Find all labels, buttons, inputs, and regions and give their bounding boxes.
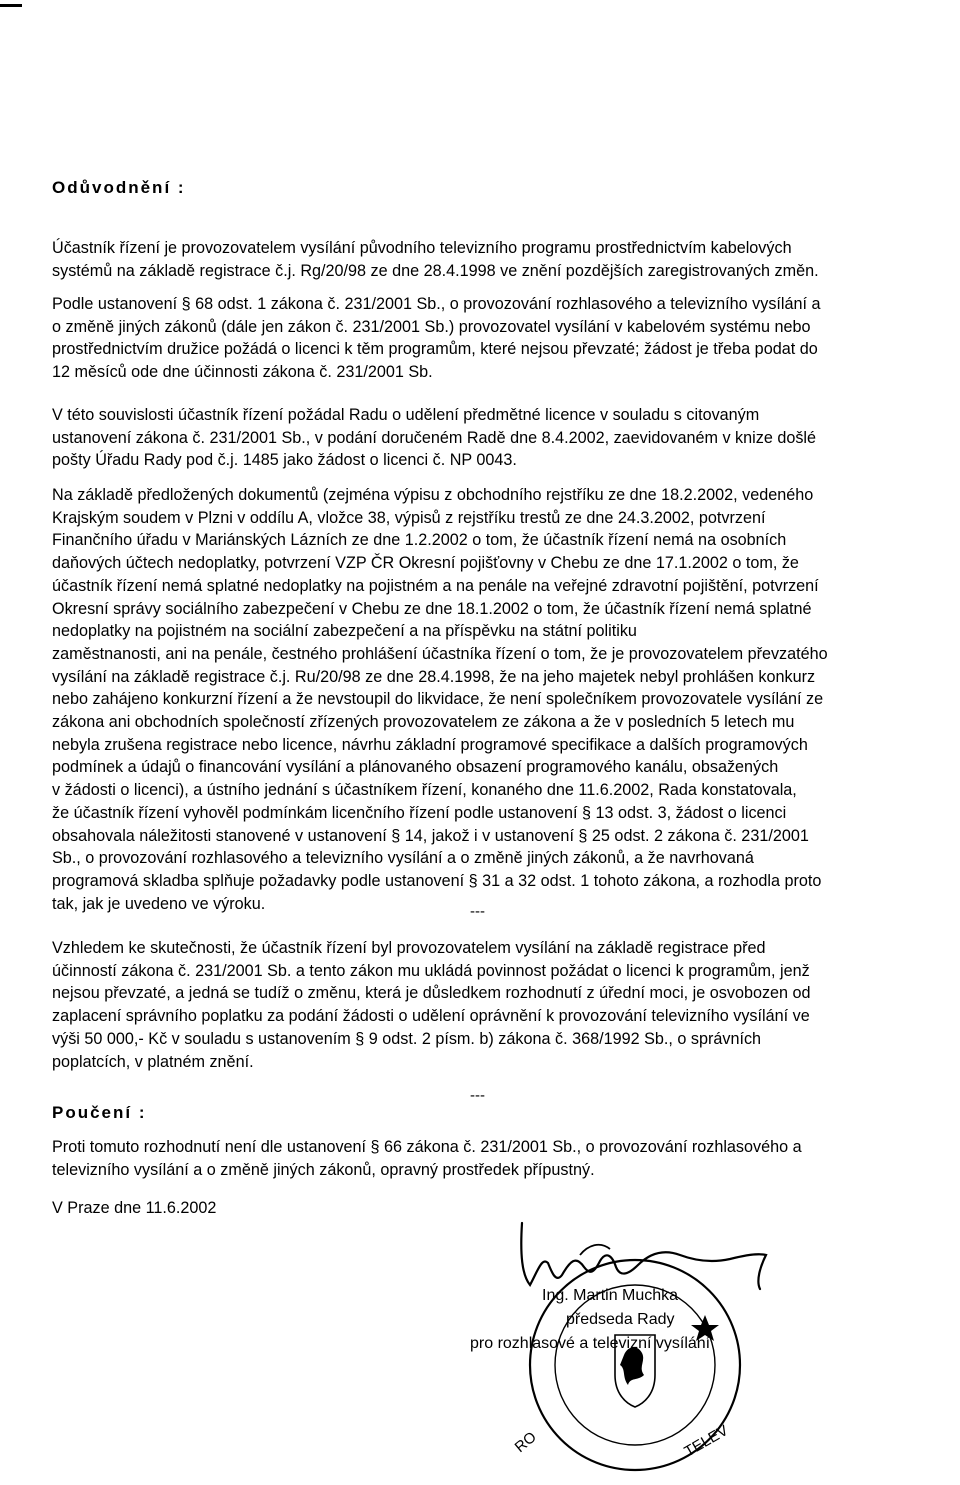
signatory-institution: pro rozhlasové a televizní vysílání — [470, 1335, 711, 1352]
text-line: Proti tomuto rozhodnutí není dle ustanovení § 66 zákona č. 231/2001 Sb., o provozování rozhlasového a — [52, 1138, 802, 1156]
paragraph-documents — [52, 484, 918, 915]
text-line: ustanovení zákona č. 231/2001 Sb., v podání doručeném Radě dne 8.4.2002, zaevidovaném v knize došlé — [52, 428, 817, 447]
text-line: v žádosti o licenci), a ústního jednání s účastníkem řízení, konaného dne 11.6.2002, Rada konstatovala, — [52, 781, 797, 800]
date-line: V Praze dne 11.6.2002 — [52, 1199, 217, 1217]
text-line: programová skladba splňuje požadavky podle ustanovení § 31 a 32 odst. 1 tohoto zákona, a rozhodla proto — [52, 871, 822, 890]
text-line: Sb., o provozování rozhlasového a televizního vysílání a o změně jiných zákonů, a že navrhovaná — [52, 849, 754, 868]
signatory-name: Ing. Martin Muchka — [542, 1287, 679, 1304]
text-line: že účastník řízení vyhověl podmínkám licenčního řízení podle ustanovení § 13 odst. 3, žádost o licenci — [52, 803, 787, 822]
text-line: zaměstnanosti, ani na penále, čestného prohlášení účastníka řízení o tom, že je provozovatelem převzatého — [52, 644, 828, 663]
svg-text:RO: RO — [511, 1428, 540, 1457]
text-line: nedoplatky na pojistném na sociální zabezpečení a na příspěvku na státní politiku — [52, 622, 637, 641]
text-line: Podle ustanovení § 68 odst. 1 zákona č. 231/2001 Sb., o provozování rozhlasového a televizního vysílání a — [52, 295, 821, 313]
text-line: podmínek a údajů o financování vysílání a plánovaného obsazení programového kanálu, obsažených — [52, 758, 779, 777]
text-line: Finančního úřadu v Mariánských Lázních ze dne 1.2.2002 o tom, že účastník řízení nemá na osobních — [52, 531, 787, 550]
heading-justification: Odůvodnění : — [52, 178, 186, 197]
text-line: tak, jak je uvedeno ve výroku. — [52, 894, 266, 913]
text-line: V této souvislosti účastník řízení požádal Radu o udělení předmětné licence v souladu s citovaným — [52, 406, 760, 424]
text-line: nejsou převzaté, a jedná se tudíž o změnu, která je důsledkem rozhodnutí z úřední moci, je osvobozen od — [52, 984, 811, 1003]
text-line: zaplacení správního poplatku za podání žádosti o udělení oprávnění k provozování televizního vysílání ve — [52, 1007, 810, 1026]
text-line: nebyla zrušena registrace nebo licence, návrhu základní programové specifikace a dalších programových — [52, 735, 808, 754]
paragraph-application — [52, 404, 918, 472]
text-line: účinností zákona č. 231/2001 Sb. a tento zákon mu ukládá povinnost požádat o licenci k programům, jenž — [52, 961, 810, 980]
handwritten-signature — [521, 1223, 766, 1289]
text-line: účastník řízení nemá splatné nedoplatky na pojistném a na penále na veřejné zdravotní pojištění, potvrzení — [52, 576, 819, 595]
text-line: o změně jiných zákonů (dále jen zákon č. 231/2001 Sb.) provozovatel vysílání v kabelovém systému nebo — [52, 317, 811, 336]
text-line: výši 50 000,- Kč v souladu s ustanovením § 9 odst. 2 písm. b) zákona č. 368/1992 Sb., o správních — [52, 1029, 762, 1048]
text-line: systémů na základě registrace č.j. Rg/20/98 ze dne 28.4.1998 ve znění pozdějších zaregistrovaných změn. — [52, 261, 819, 280]
text-line: obsahovala náležitosti stanovené v ustanovení § 14, jakož i v ustanovení § 25 odst. 2 zákona č. 231/2001 — [52, 826, 809, 845]
svg-text:TELEV: TELEV — [681, 1421, 732, 1461]
text-line: poplatcích, v platném znění. — [52, 1052, 254, 1071]
paragraph-participant — [52, 237, 918, 282]
paragraph-appeal — [52, 1136, 918, 1181]
signature-block — [460, 1215, 790, 1480]
text-line: Účastník řízení je provozovatelem vysílání původního televizního programu prostřednictvím kabelových — [52, 239, 792, 257]
page-corner-mark — [0, 4, 22, 7]
text-line: prostřednictvím družice požádá o licenci k těm programům, které nejsou převzaté; žádost je třeba podat do — [52, 340, 818, 359]
text-line: vysílání na základě registrace č.j. Ru/20/98 ze dne 28.4.1998, že na jeho majetek nebyl prohlášen konkurz — [52, 667, 816, 686]
text-line: zákona ani obchodních společností zřízených provozovatelem ze zákona a že v posledních 5 letech mu — [52, 713, 795, 732]
signatory-title: předseda Rady — [566, 1311, 675, 1328]
text-line: 12 měsíců ode dne účinnosti zákona č. 231/2001 Sb. — [52, 363, 433, 382]
text-line: Vzhledem ke skutečnosti, že účastník řízení byl provozovatelem vysílání na základě registrace před — [52, 939, 766, 957]
text-line: nebo zahájeno konkurzní řízení a že nevstoupil do likvidace, že není společníkem provozovatele vysílání ze — [52, 690, 824, 709]
text-line: Na základě předložených dokumentů (zejména výpisu z obchodního rejstříku ze dne 18.2.2002, vedeného — [52, 486, 814, 504]
text-line: televizního vysílání a o změně jiných zákonů, opravný prostředek přípustný. — [52, 1160, 595, 1179]
paragraph-fee-exemption — [52, 937, 918, 1073]
paragraph-legal-basis — [52, 293, 918, 384]
text-line: Krajským soudem v Plzni v oddílu A, vložce 38, výpisů z rejstříku trestů ze dne 24.3.2002, potvrzení — [52, 508, 766, 527]
heading-instruction: Poučení : — [52, 1103, 147, 1122]
separator: --- — [470, 903, 485, 920]
separator: --- — [470, 1087, 485, 1104]
text-line: pošty Úřadu Rady pod č.j. 1485 jako žádost o licenci č. NP 0043. — [52, 451, 517, 470]
text-line: daňových účtech nedoplatky, potvrzení VZP ČR Okresní pojišťovny v Chebu ze dne 17.1.2002 o tom, že — [52, 554, 799, 573]
text-line: Okresní správy sociálního zabezpečení v Chebu ze dne 18.1.2002 o tom, že účastník řízení nemá splatné — [52, 599, 812, 618]
